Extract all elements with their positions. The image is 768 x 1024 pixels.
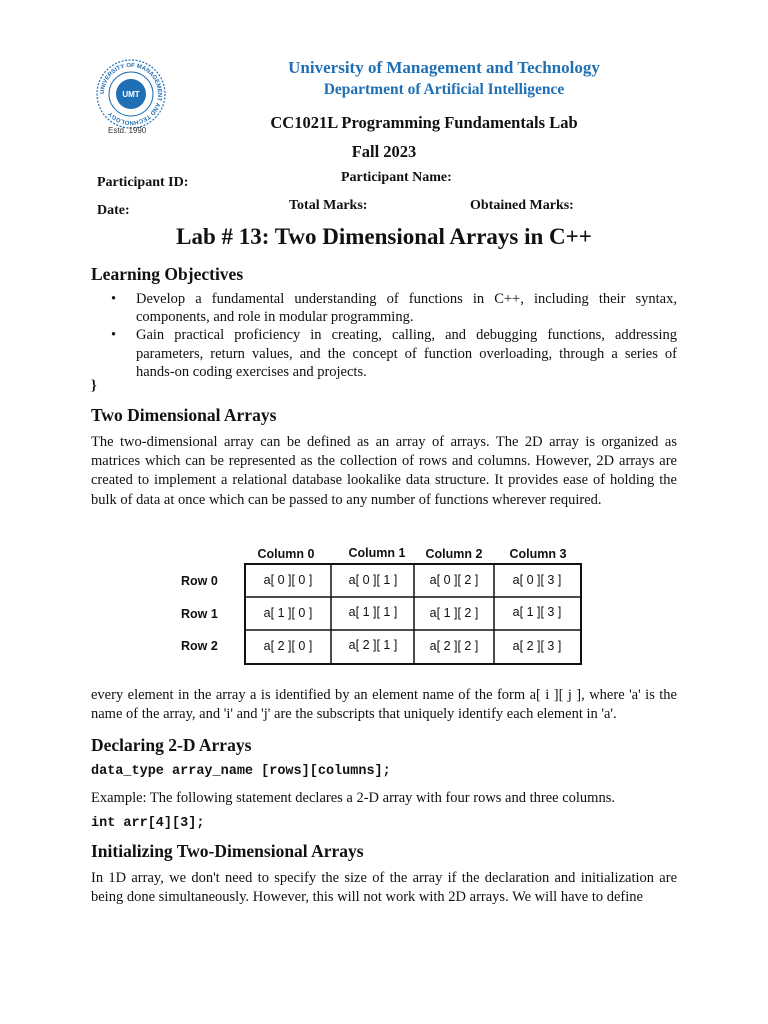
array-cell: a[ 0 ][ 1 ] [348, 573, 398, 587]
column-header: Column 3 [509, 547, 567, 561]
total-marks-label: Total Marks: [289, 198, 368, 213]
course-title: CC1021L Programming Fundamentals Lab [270, 113, 578, 132]
lab-title: Lab # 13: Two Dimensional Arrays in C++ [176, 224, 592, 249]
array-cell: a[ 1 ][ 2 ] [429, 606, 479, 620]
element-naming-paragraph: every element in the array a is identified by an element name of the form a[ i ][ j ], where 'a' is the name of the array, and 'i' and 'j' are the subscripts that uniquely identify each element in 'a'. [91, 687, 677, 723]
array-figure [178, 542, 588, 670]
two-d-arrays-paragraph: The two-dimensional array can be defined as an array of arrays. The 2D array is organized as matrices which can be represented as the collection of rows and columns. However, 2D arrays are created to implement a relational database lookalike data structure. It provides ease of holding the bulk of data at once which can be passed to any number of functions wherever required. [91, 434, 677, 508]
declaration-example-code: int arr[4][3]; [91, 816, 205, 831]
logo-ring-text: UNIVERSITY OF MANAGEMENT AND TECHNOLOGY [99, 62, 163, 126]
participant-name-label: Participant Name: [341, 170, 452, 185]
array-cell: a[ 0 ][ 0 ] [263, 573, 313, 587]
declaring-heading: Declaring 2-D Arrays [91, 735, 252, 755]
array-cell: a[ 2 ][ 2 ] [429, 639, 479, 653]
array-cell: a[ 2 ][ 1 ] [348, 638, 398, 652]
department-name: Department of Artificial Intelligence [323, 81, 565, 98]
row-header: Row 2 [181, 639, 218, 653]
initializing-heading: Initializing Two-Dimensional Arrays [91, 841, 364, 861]
row-header: Row 1 [181, 607, 218, 621]
array-cell: a[ 2 ][ 3 ] [512, 639, 562, 653]
declaration-example-text: Example: The following statement declares a 2-D array with four rows and three columns. [91, 790, 615, 806]
declaration-syntax-code: data_type array_name [rows][columns]; [91, 764, 391, 779]
logo-established: Estd. 1990 [108, 126, 147, 135]
list-item: • Gain practical proficiency in creating, calling, and debugging functions, addressing parameters, return values, and the concept of function overloading, through a series of hands-on coding exercises and projects. [111, 327, 677, 380]
two-d-arrays-heading: Two Dimensional Arrays [91, 405, 277, 425]
array-cell: a[ 1 ][ 0 ] [263, 606, 313, 620]
row-header: Row 0 [181, 574, 218, 588]
array-cell: a[ 1 ][ 1 ] [348, 605, 398, 619]
initializing-paragraph: In 1D array, we don't need to specify the size of the array if the declaration and initialization are being done simultaneously. However, this will not work with 2D arrays. We will have to define [91, 870, 677, 906]
objectives-list [91, 290, 677, 381]
array-cell: a[ 0 ][ 2 ] [429, 573, 479, 587]
array-cell: a[ 1 ][ 3 ] [512, 605, 562, 619]
array-cell: a[ 2 ][ 0 ] [263, 639, 313, 653]
logo-center-text: UMT [122, 90, 140, 99]
obtained-marks-label: Obtained Marks: [470, 198, 574, 213]
participant-id-label: Participant ID: [97, 175, 189, 190]
column-header: Column 0 [257, 547, 315, 561]
date-label: Date: [97, 203, 130, 218]
array-cell: a[ 0 ][ 3 ] [512, 573, 562, 587]
learning-objectives-heading: Learning Objectives [91, 264, 244, 284]
term: Fall 2023 [351, 142, 417, 161]
list-item: • Develop a fundamental understanding of functions in C++, including their syntax, components, and role in modular programming. [111, 291, 677, 326]
column-header: Column 1 [348, 546, 406, 560]
university-name: University of Management and Technology [288, 58, 600, 77]
column-header: Column 2 [425, 547, 483, 561]
stray-brace: } [91, 378, 97, 394]
